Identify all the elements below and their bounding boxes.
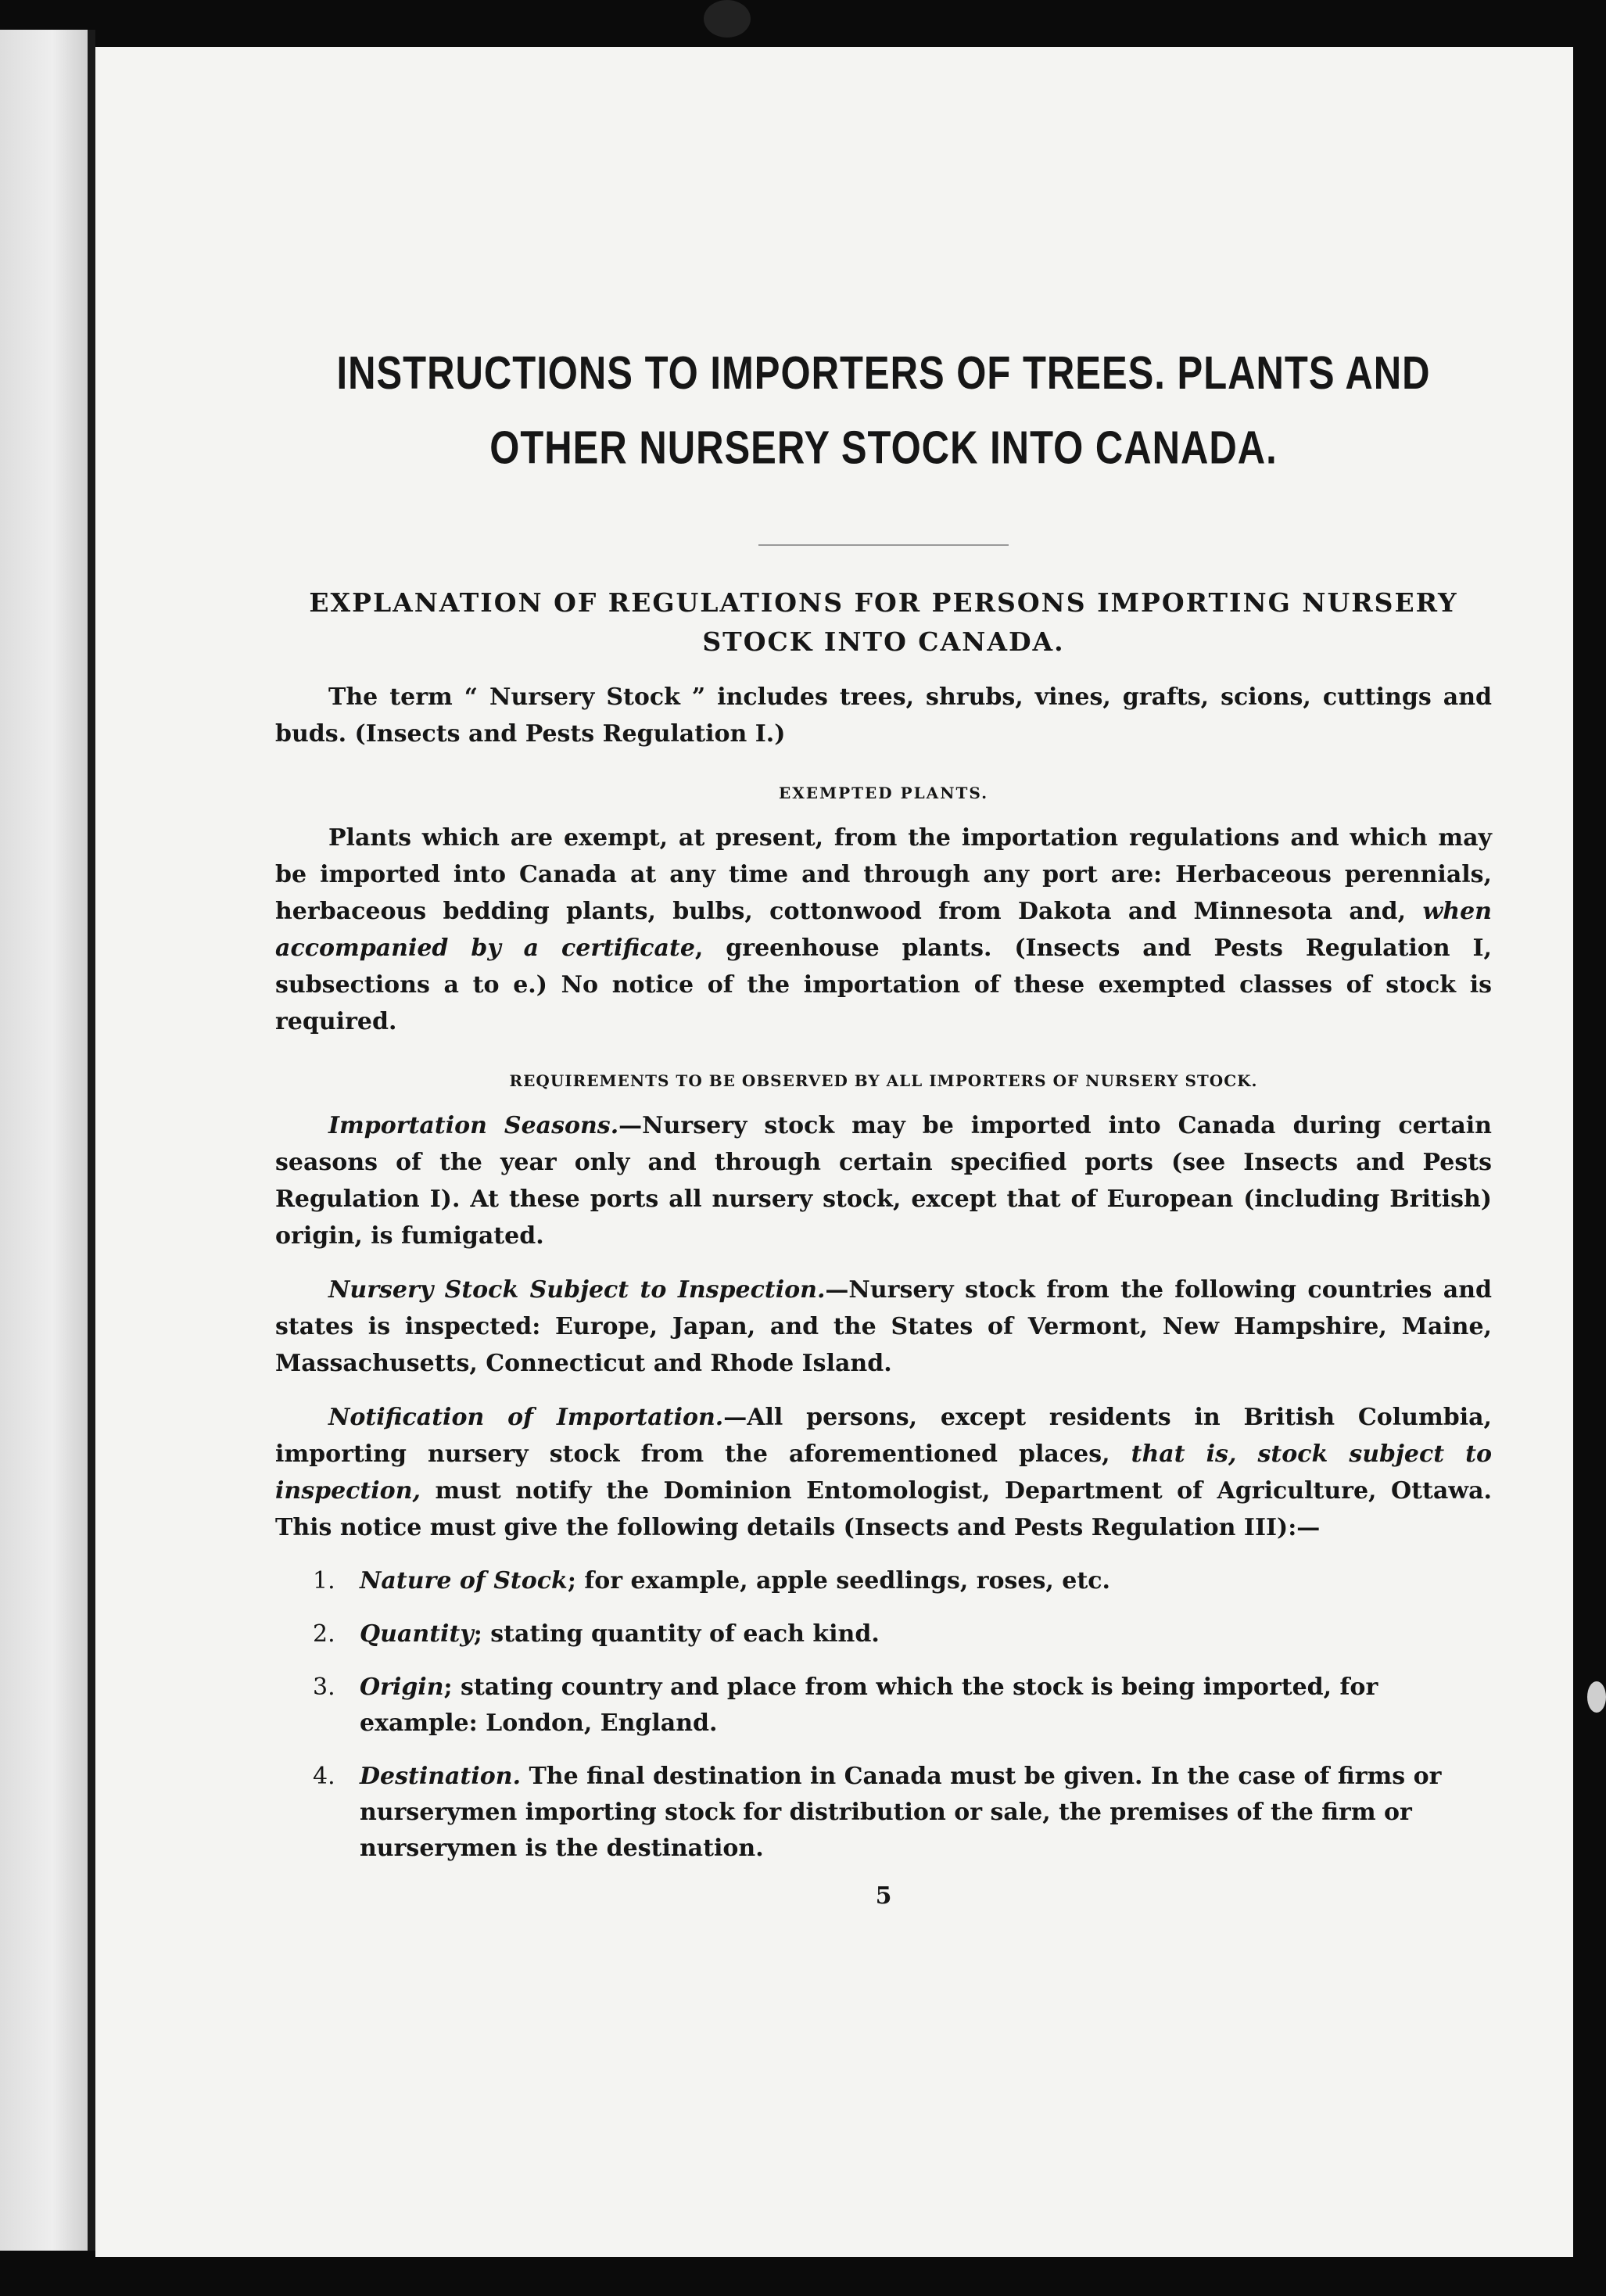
item-term: Nature of Stock bbox=[360, 1567, 568, 1595]
seasons-paragraph bbox=[275, 1107, 1492, 1254]
adjacent-page-edge bbox=[0, 30, 95, 2251]
exempted-emphasis: when accompanied by a certificate bbox=[275, 898, 1492, 962]
page-content bbox=[275, 336, 1492, 1910]
item-text: ; stating country and place from which the stock is being imported, for example: London, England. bbox=[360, 1674, 1378, 1737]
item-text: ; stating quantity of each kind. bbox=[473, 1620, 880, 1648]
exempted-text-after: , greenhouse plants. (Insects and Pests Regulation I, subsections a to e.) No notice of the importation of these exempted classes of stock is required. bbox=[275, 935, 1492, 1035]
page-number: 5 bbox=[875, 1882, 892, 1910]
notification-runin: Notification of Importation. bbox=[328, 1404, 724, 1431]
notification-emphasis: that is, stock subject to inspection, bbox=[275, 1440, 1492, 1505]
item-term: Destination. bbox=[360, 1763, 522, 1790]
item-number: 3. bbox=[313, 1674, 335, 1701]
requirements-heading: REQUIREMENTS TO BE OBSERVED BY ALL IMPORTERS OF NURSERY STOCK. bbox=[509, 1071, 1258, 1090]
item-text: ; for example, apple seedlings, roses, etc. bbox=[567, 1567, 1110, 1595]
item-number: 2. bbox=[313, 1620, 335, 1648]
seasons-runin: Importation Seasons. bbox=[328, 1112, 619, 1139]
item-term: Origin bbox=[360, 1674, 444, 1701]
intro-paragraph: The term “ Nursery Stock ” includes trees, shrubs, vines, grafts, scions, cuttings and buds. (Insects and Pests Regulation I.) bbox=[275, 683, 1492, 748]
item-text: The final destination in Canada must be given. In the case of firms or nurserymen importing stock for distribution or sale, the premises of the firm or nurserymen is the destination. bbox=[360, 1763, 1442, 1862]
document-page bbox=[95, 47, 1573, 2257]
scan-blemish-top bbox=[704, 0, 751, 38]
item-term: Quantity bbox=[360, 1620, 474, 1648]
inspection-runin: Nursery Stock Subject to Inspection. bbox=[328, 1276, 826, 1304]
list-item bbox=[275, 1759, 1492, 1867]
details-list bbox=[275, 1563, 1492, 1867]
scan-blemish-right bbox=[1587, 1681, 1606, 1713]
inspection-text: —Nursery stock from the following countries and states is inspected: Europe, Japan, and the States of Vermont, New Hampshire, Maine, Massachusetts, Connecticut and Rhode Island. bbox=[275, 1276, 1492, 1377]
inspection-paragraph bbox=[275, 1272, 1492, 1382]
seasons-text: —Nursery stock may be imported into Canada during certain seasons of the year only and through certain specified ports (see Insects and Pests Regulation I). At these ports all nursery stock, except that of European (including British) origin, is fumigated. bbox=[275, 1112, 1492, 1250]
notification-text-a: —All persons, except residents in British Columbia, importing nursery stock from the aforementioned places, bbox=[275, 1404, 1492, 1468]
exempted-heading: EXEMPTED PLANTS. bbox=[778, 784, 989, 802]
page-title: INSTRUCTIONS TO IMPORTERS OF TREES. PLANTS AND OTHER NURSERY STOCK INTO CANADA. bbox=[336, 347, 1431, 474]
section-subtitle: EXPLANATION OF REGULATIONS FOR PERSONS IMPORTING NURSERY STOCK INTO CANADA. bbox=[309, 587, 1458, 657]
title-divider bbox=[758, 544, 1009, 546]
item-number: 4. bbox=[313, 1763, 335, 1790]
notification-paragraph bbox=[275, 1399, 1492, 1546]
list-item bbox=[275, 1670, 1492, 1742]
exempted-text-before: Plants which are exempt, at present, from the importation regulations and which may be imported into Canada at any time and through any port are: Herbaceous perennials, herbaceous bedding plants, bulbs, cottonwood from Dakota and Minnesota and, bbox=[275, 824, 1492, 925]
list-item bbox=[275, 1616, 1492, 1652]
list-item bbox=[275, 1563, 1492, 1599]
exempted-paragraph bbox=[275, 820, 1492, 1040]
item-number: 1. bbox=[313, 1567, 335, 1595]
notification-text-b: must notify the Dominion Entomologist, Department of Agriculture, Ottawa. This notice must give the following details (Insects and Pests Regulation III):— bbox=[275, 1477, 1492, 1541]
